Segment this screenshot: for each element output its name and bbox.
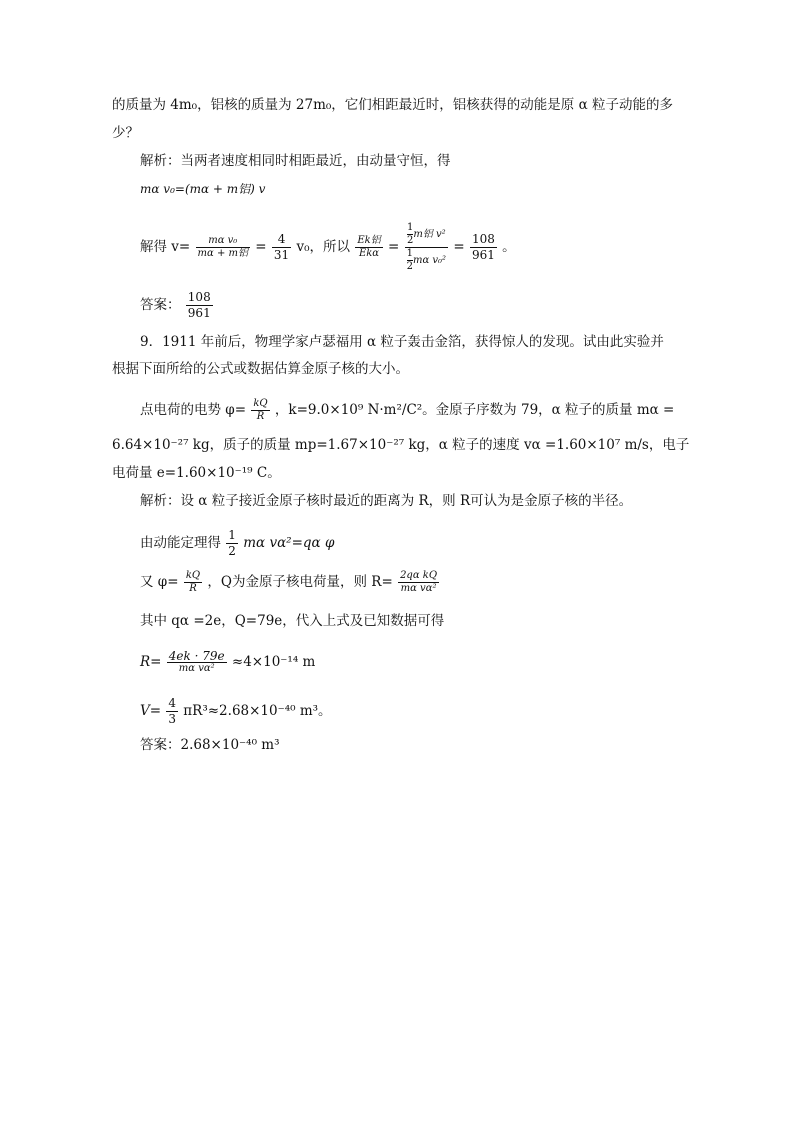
half-top-1: 1 <box>406 222 414 233</box>
phi-fraction <box>184 570 202 595</box>
ke-numerator-term: m铝 v² <box>413 229 446 240</box>
momentum-equation: mα v₀=(mα + m铝) v <box>140 182 266 196</box>
question-9-line-4: 6.64×10⁻²⁷ kg，质子的质量 mp=1.67×10⁻²⁷ kg，α 粒子的速度 vα =1.60×10⁷ m/s，电子 <box>112 437 690 453</box>
half-bottom-1: 2 <box>406 235 414 246</box>
constants-text: ，k=9.0×10⁹ N·m²/C²。金原子序数为 79，α 粒子的质量 mα = <box>274 402 675 418</box>
half-top-2: 1 <box>406 248 413 259</box>
answer-1 <box>140 290 214 321</box>
ratio-fraction <box>272 232 291 263</box>
potential-denominator: R <box>256 411 265 422</box>
volume-result <box>140 696 332 727</box>
equals-2: = <box>387 239 400 255</box>
volume-fraction <box>166 696 178 727</box>
phi-denominator: R <box>189 583 197 594</box>
half-fraction <box>226 528 238 559</box>
problem-text-line-2: 少？ <box>112 125 139 141</box>
kinetic-energy-fraction <box>405 222 448 273</box>
problem-text-line-1: 的质量为 4m₀，铝核的质量为 27m₀，它们相距最近时，铝核获得的动能是原 α 粒子动能的多 <box>112 97 673 113</box>
radius-fraction <box>398 570 439 595</box>
velocity-denominator: mα + m铝 <box>197 248 248 259</box>
radius-numerator: 2qα kQ <box>400 570 438 581</box>
volume-numerator: 4 <box>168 696 176 710</box>
phi-numerator: kQ <box>185 570 201 581</box>
equals-1: = <box>255 239 267 255</box>
volume-denominator: 3 <box>168 712 176 726</box>
radius-calc-numerator: 4ek · 79e <box>168 649 225 663</box>
ratio-denominator: 31 <box>273 248 290 262</box>
half-numerator: 1 <box>228 528 236 542</box>
equals-3: = <box>453 239 465 255</box>
radius-calc-fraction <box>167 650 227 675</box>
potential-numerator: kQ <box>253 398 268 409</box>
ke-prefix: 由动能定理得 <box>140 535 221 551</box>
solution-2-line-1: 解析：设 α 粒子接近金原子核时最近的距离为 R，则 R可认为是金原子核的半径。 <box>140 493 633 509</box>
result-fraction <box>470 232 497 263</box>
answer-fraction <box>186 290 213 321</box>
radius-value: ≈4×10⁻¹⁴ m <box>231 654 316 670</box>
radius-result <box>140 650 315 675</box>
answer-denominator: 961 <box>187 306 211 320</box>
velocity-fraction <box>196 235 250 260</box>
where-line: 其中 qα =2e，Q=79e，代入上式及已知数据可得 <box>140 613 445 629</box>
half-denominator: 2 <box>228 544 236 558</box>
ke-rest: mα vα²=qα φ <box>243 535 335 551</box>
volume-prefix: V= <box>140 703 162 719</box>
potential-fraction <box>251 398 269 423</box>
ratio-numerator: 4 <box>272 232 291 248</box>
v0-text: v₀，所以 <box>296 239 351 255</box>
radius-derivation <box>140 570 440 595</box>
energy-ratio-numerator: Ek铝 <box>357 235 381 246</box>
ke-denominator <box>405 248 448 273</box>
kinetic-energy-theorem <box>140 528 334 559</box>
velocity-numerator: mα v₀ <box>196 235 250 248</box>
potential-prefix: 点电荷的电势 φ= <box>140 402 247 418</box>
solution-intro: 解析：当两者速度相同时相距最近，由动量守恒，得 <box>140 153 451 169</box>
again-mid: ，Q为金原子核电荷量，则 R= <box>207 574 393 590</box>
question-9-line-5: 电荷量 e=1.60×10⁻¹⁹ C。 <box>112 465 281 481</box>
energy-ratio-fraction <box>355 235 382 260</box>
energy-ratio-denominator: Ekα <box>358 248 380 259</box>
radius-calc-denominator: mα vα² <box>178 663 215 674</box>
period: 。 <box>502 239 516 255</box>
ke-numerator <box>405 222 448 248</box>
question-9-line-1: 9．1911 年前后，物理学家卢瑟福用 α 粒子轰击金箔，获得惊人的发现。试由此实验并 <box>140 334 664 350</box>
answer-label: 答案： <box>140 297 181 313</box>
volume-value: πR³≈2.68×10⁻⁴⁰ m³。 <box>183 703 332 719</box>
answer-numerator: 108 <box>187 290 211 304</box>
solve-equation <box>140 222 516 273</box>
result-numerator: 108 <box>471 232 495 246</box>
radius-prefix: R= <box>140 654 162 670</box>
radius-denominator: mα vα² <box>400 583 437 594</box>
again-prefix: 又 φ= <box>140 574 179 590</box>
half-bottom-2: 2 <box>406 261 413 272</box>
ke-denominator-term: mα v₀² <box>412 255 447 266</box>
question-9-line-3 <box>140 398 674 423</box>
result-denominator: 961 <box>471 248 495 262</box>
solve-prefix: 解得 v= <box>140 239 191 255</box>
question-9-line-2: 根据下面所给的公式或数据估算金原子核的大小。 <box>112 361 409 377</box>
answer-2: 答案：2.68×10⁻⁴⁰ m³ <box>140 737 280 753</box>
